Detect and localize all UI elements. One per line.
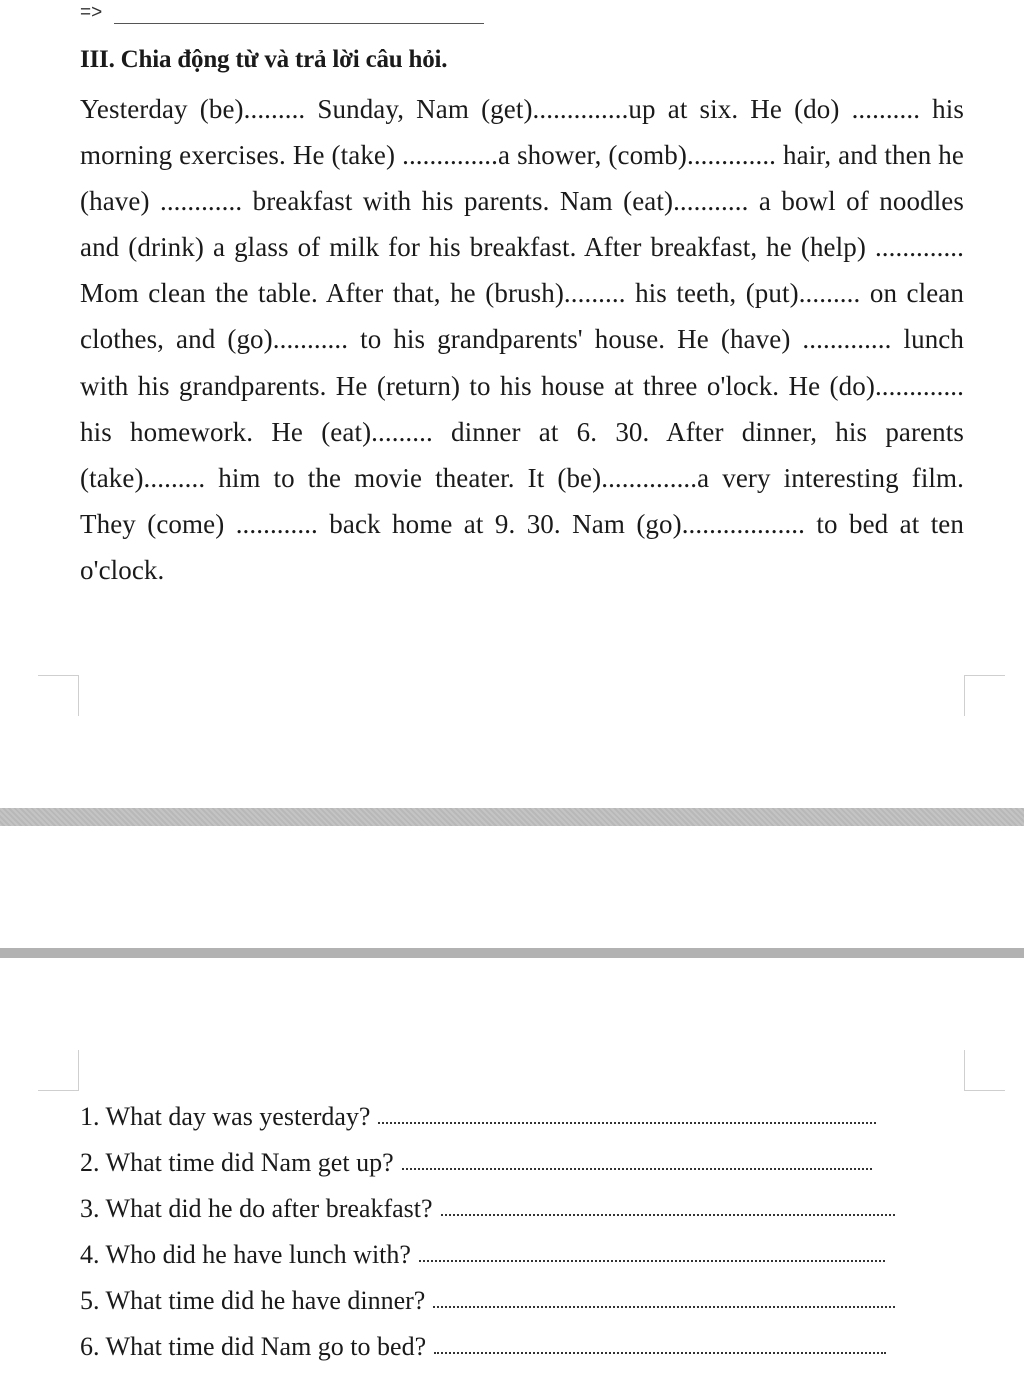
answer-blank[interactable]: [433, 1306, 895, 1308]
page-break-line: [0, 948, 1024, 958]
question-text: 4. Who did he have lunch with?: [80, 1240, 411, 1269]
answer-blank[interactable]: [114, 5, 484, 24]
answer-blank[interactable]: [402, 1168, 872, 1170]
page-corner-mark: [964, 1050, 1005, 1091]
page-corner-mark: [38, 675, 79, 716]
answer-blank[interactable]: [441, 1214, 895, 1216]
answer-blank[interactable]: [419, 1260, 885, 1262]
question-text: 6. What time did Nam go to bed?: [80, 1332, 427, 1361]
page-break-band: [0, 808, 1024, 826]
page-corner-mark: [964, 675, 1005, 716]
question-item: [80, 1224, 964, 1270]
answer-blank[interactable]: [378, 1122, 876, 1124]
section-heading: III. Chia động từ và trả lời câu hỏi.: [80, 46, 448, 73]
question-item: [80, 1178, 964, 1224]
answer-arrow-line: [80, 2, 484, 24]
exercise-paragraph: Yesterday (be)......... Sunday, Nam (get)..............up at six. He (do) .......... his morning exercises. He (take) ..............a shower, (comb)............. hair, and then he (have) ............ breakfast with his parents. Nam (eat)........... a bowl of noodles and (drink) a glass of milk for his breakfast. After breakfast, he (help) ............. Mom clean the table. After that, he (brush)......... his teeth, (put)......... on clean clothes, and (go)........... to his grandparents' house. He (have) ............. lunch with his grandparents. He (return) to his house at three o'lock. He (do)............. his homework. He (eat)......... dinner at 6. 30. After dinner, his parents (take)......... him to the movie theater. It (be)..............a very interesting film. They (come) ............ back home at 9. 30. Nam (go).................. to bed at ten o'clock.: [80, 94, 964, 585]
page-gap: [0, 826, 1024, 948]
question-list: [80, 1086, 964, 1362]
question-item: [80, 1086, 964, 1132]
question-item: [80, 1132, 964, 1178]
question-item: [80, 1270, 964, 1316]
arrow-symbol: =>: [80, 2, 103, 23]
question-text: 1. What day was yesterday?: [80, 1102, 371, 1131]
question-text: 3. What did he do after breakfast?: [80, 1194, 433, 1223]
question-item: [80, 1316, 964, 1362]
question-text: 5. What time did he have dinner?: [80, 1286, 426, 1315]
answer-blank[interactable]: [434, 1352, 886, 1354]
page-corner-mark: [38, 1050, 79, 1091]
question-text: 2. What time did Nam get up?: [80, 1148, 394, 1177]
